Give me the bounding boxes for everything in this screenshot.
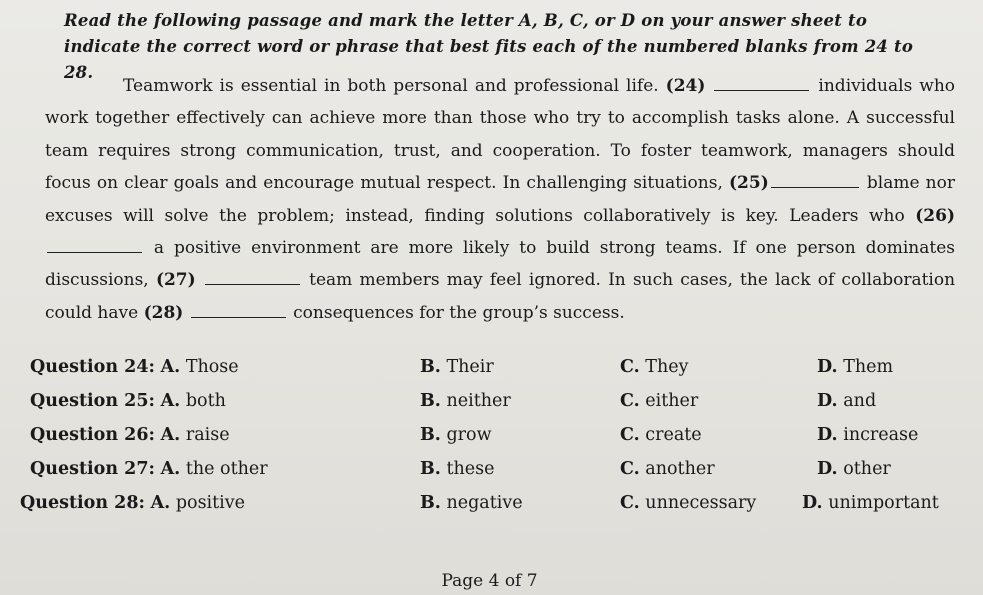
option-a-text: both (185, 391, 226, 411)
option-a-text: raise (185, 425, 230, 445)
question-label: Question 25: (30, 391, 155, 411)
blank-27 (205, 270, 300, 285)
option-letter: A. (160, 459, 181, 479)
option-c: C. either (620, 391, 699, 411)
page-number: Page 4 of 7 (441, 571, 538, 591)
option-d: D. and (817, 391, 877, 411)
blank-number-26: (26) (915, 205, 955, 226)
question-label: Question 26: (30, 425, 155, 445)
question-26 (30, 425, 965, 455)
option-d: D. other (817, 459, 891, 479)
question-27 (30, 459, 965, 489)
passage-sentence: a positive environment are more likely to build strong teams. If one person dominates discussions, (45, 238, 955, 291)
option-a-text: the other (185, 459, 268, 479)
option-letter: A. (160, 357, 181, 377)
option-c: C. create (620, 425, 702, 445)
option-letter: A. (150, 493, 171, 513)
question-label: Question 27: (30, 459, 155, 479)
blank-number-27: (27) (155, 270, 196, 291)
option-b: B. these (420, 459, 495, 479)
option-b: B. neither (420, 391, 511, 411)
option-c: C. unnecessary (620, 493, 757, 513)
question-28 (20, 493, 965, 523)
passage-sentence: consequences for the group’s success. (293, 302, 625, 323)
question-label: Question 28: (20, 493, 145, 513)
option-b: B. grow (420, 425, 492, 445)
passage-sentence: blame nor excuses will solve the problem; instead, finding solutions collaboratively is key. Leaders who (45, 173, 955, 226)
option-d: D. Them (817, 357, 894, 377)
blank-number-25: (25) (729, 173, 769, 194)
passage-sentence: team members may feel ignored. In such cases, the lack of collaboration could have (45, 270, 956, 323)
blank-26 (47, 238, 142, 253)
instructions: Read the following passage and mark the letter A, B, C, or D on your answer sheet to indicate the correct word or phrase that best fits each of the numbered blanks from 24 to 28. (64, 11, 914, 82)
option-d: D. unimportant (802, 493, 939, 513)
passage-sentence: Teamwork is essential in both personal and professional life. (123, 76, 659, 96)
option-b: B. negative (420, 493, 523, 513)
question-25 (30, 391, 965, 421)
blank-24 (714, 76, 809, 91)
option-letter: A. (160, 391, 181, 411)
option-a-text: positive (175, 493, 246, 513)
option-c: C. They (620, 357, 689, 377)
option-c: C. another (620, 459, 715, 479)
passage-sentence: individuals who work together effectively can achieve more than those who try to accomplish tasks alone. A successful team requires strong communication, trust, and cooperation. To foster teamwork, managers should focus on clear goals and encourage mutual respect. In challenging situations, (45, 76, 956, 194)
question-label: Question 24: (30, 357, 155, 377)
option-b: B. Their (420, 357, 494, 377)
blank-number-24: (24) (665, 76, 706, 96)
blank-number-28: (28) (143, 302, 184, 323)
blank-25 (771, 173, 859, 188)
option-d: D. increase (817, 425, 919, 445)
blank-28 (191, 303, 286, 318)
option-letter: A. (160, 425, 181, 445)
passage (45, 70, 955, 329)
question-24 (30, 357, 965, 387)
option-a-text: Those (185, 357, 239, 377)
